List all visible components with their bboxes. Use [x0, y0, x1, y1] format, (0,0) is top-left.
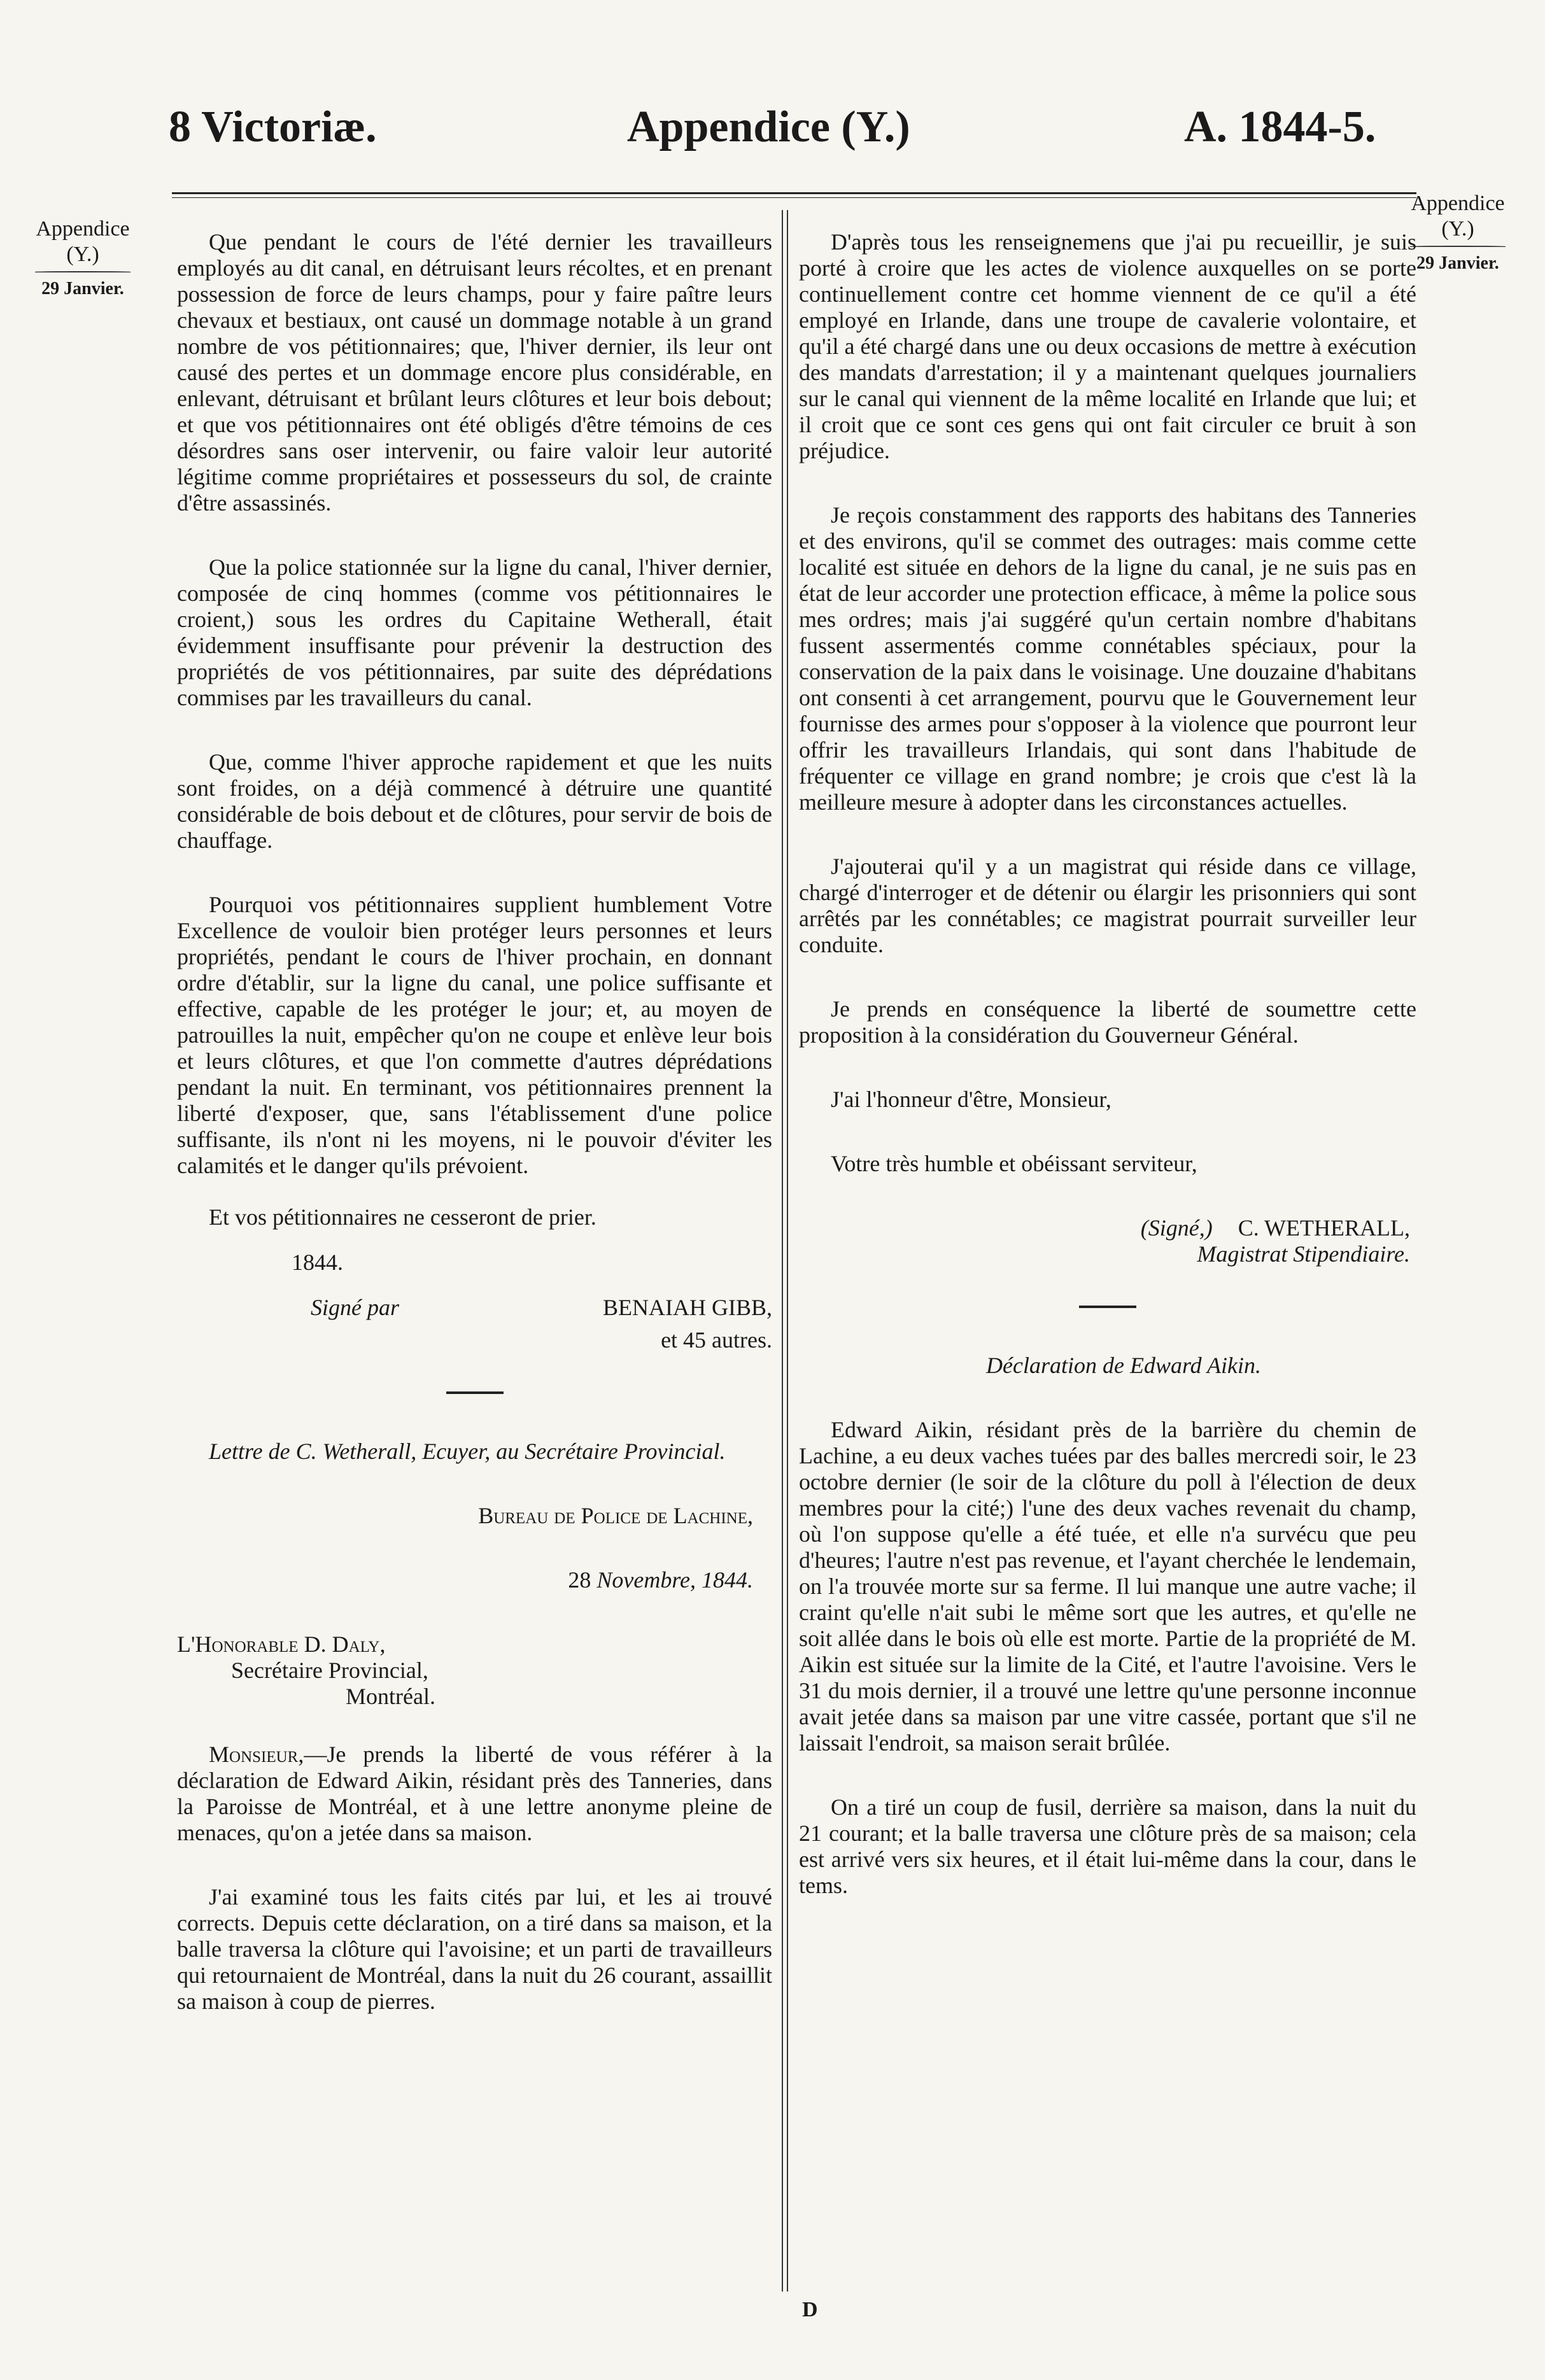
letter-date	[177, 1567, 772, 1593]
petition-prayer: Pourquoi vos pétitionnaires supplient humblement Votre Excellence de vouloir bien protéger leurs personnes et leurs propriétés, pendant le cours de l'hiver prochain, en donnant ordre d'établir, sur la ligne du canal, une police suffisante et effective, capable de les protéger le jour; et, au moyen de patrouilles la nuit, empêcher qu'on ne coupe et enlève leur bois et leurs clôtures, et que l'on commette d'autres déprédations pendant la nuit. En terminant, vos pétitionnaires prennent la liberté d'exposer, que, sans l'établissement d'une police suffisante, ils n'ont ni les moyens, ni le pouvoir d'éviter les calamités et le danger qu'ils prévoient.	[177, 892, 772, 1178]
letter-paragraph	[177, 1742, 772, 1846]
margin-note-label: Appendice	[1411, 192, 1505, 215]
addressee-title: Secrétaire Provincial,	[231, 1658, 428, 1683]
margin-note-date: 29 Janvier.	[1416, 253, 1499, 273]
margin-note-appendix: (Y.)	[66, 243, 99, 266]
petition-paragraph: Que la police stationnée sur la ligne du canal, l'hiver dernier, composée de cinq hommes (comme vos pétitionnaires le croient,) sous les ordres du Capitaine Wetherall, était évidemment insuffisante pour prévenir la destruction des propriétés de vos pétitionnaires, par suite des déprédations commises par les travailleurs du canal.	[177, 554, 772, 710]
signer-title: Magistrat Stipendiaire.	[1197, 1241, 1410, 1267]
letter-date-rest: Novembre, 1844.	[591, 1567, 753, 1593]
margin-note-left	[19, 216, 146, 302]
petition-paragraph: Que pendant le cours de l'été dernier les travailleurs employés au dit canal, en détruisant leurs récoltes, et en prenant possession de force de leurs champs, pour y faire paître leurs chevaux et bestiaux, ont causé un dommage notable à un grand nombre de vos pétitionnaires; que, l'hiver dernier, ils leur ont causé des pertes et un dommage encore plus considérable, en enlevant, détruisant et brûlant leurs clôtures et leur bois debout; et que vos pétitionnaires ont été obligés d'être témoins de ces désordres sans oser intervenir, ou faire valoir leur autorité légitime comme propriétaires et possesseurs du sol, de crainte d'être assassinés.	[177, 229, 772, 516]
section-separator	[446, 1391, 504, 1394]
margin-note-label: Appendice	[36, 217, 130, 241]
column-divider	[782, 210, 783, 2292]
column-divider-inner	[787, 210, 788, 2292]
section-separator	[1079, 1306, 1136, 1308]
petition-closing: Et vos pétitionnaires ne cesseront de prier.	[209, 1204, 596, 1230]
signer-name: C. WETHERALL,	[1238, 1215, 1410, 1241]
signer-name: BENAIAH GIBB,	[603, 1295, 772, 1320]
letter-signature	[799, 1215, 1416, 1241]
letter-title: Lettre de C. Wetherall, Ecuyer, au Secrétaire Provincial.	[209, 1439, 726, 1464]
signature-mark: D	[802, 2298, 818, 2321]
letter-address	[177, 1631, 772, 1710]
letter-date-day: 28	[568, 1567, 591, 1593]
right-column	[799, 229, 1416, 2298]
letter-paragraph: Je prends en conséquence la liberté de soumettre cette proposition à la considération du Gouverneur Général.	[799, 996, 1416, 1048]
margin-brace	[1410, 246, 1506, 247]
addressee-city: Montréal.	[346, 1684, 435, 1709]
petition-year: 1844.	[292, 1250, 343, 1275]
declaration-paragraph: On a tiré un coup de fusil, derrière sa maison, dans la nuit du 21 courant; et la balle traversa une clôture près de sa maison; cela est arrivé vers six heures, et il était lui-même dans la cour, dans le tems.	[799, 1794, 1416, 1898]
letter-closing: J'ai l'honneur d'être, Monsieur,	[831, 1087, 1111, 1112]
header-rule	[172, 192, 1416, 194]
signer-others: et 45 autres.	[661, 1327, 772, 1353]
margin-brace	[35, 271, 131, 272]
petition-signature	[311, 1295, 772, 1321]
declaration-paragraph: Edward Aikin, résidant près de la barrière du chemin de Lachine, a eu deux vaches tuées par des balles mercredi soir, le 23 octobre dernier (le soir de la clôture du poll à l'élection de deux membres pour la cité;) l'une des deux vaches revenait du champ, où l'on suppose qu'elle a été tuée, et elle n'a survécu que peu d'heures; l'autre n'est pas revenue, et l'ayant cherchée le lendemain, on l'a trouvée morte sur sa ferme. Il lui manque une autre vache; il craint qu'elle n'ait subi le même sort que les autres, et qu'elle ne soit allée dans le bois où elle est morte. Partie de la propriété de M. Aikin est située sur la limite de la Cité, et l'autre l'avoisine. Vers le 31 du mois dernier, il a trouvé une lettre qu'une personne inconnue avait jetée dans sa maison par une vitre cassée, portant que s'il ne laissait l'endroit, sa maison serait brûlée.	[799, 1417, 1416, 1756]
letter-paragraph: J'ai examiné tous les faits cités par lui, et les ai trouvé corrects. Depuis cette déclaration, on a tiré dans sa maison, et la balle traversa la clôture qui l'avoisine; et un parti de travailleurs qui retournaient de Montréal, dans la nuit du 26 courant, assaillit sa maison à coup de pierres.	[177, 1884, 772, 2014]
letter-text: —Je prends la liberté de vous référer à la déclaration de Edward Aikin, résidant près des Tanneries, dans la Paroisse de Montréal, et à une lettre anonyme pleine de menaces, qu'on a jetée dans sa maison.	[177, 1742, 772, 1845]
signed-label: Signé par	[311, 1295, 399, 1320]
addressee: L'Honorable D. Daly,	[177, 1631, 386, 1657]
header-year: A. 1844-5.	[1184, 102, 1376, 151]
header-appendix: Appendice (Y.)	[627, 102, 910, 151]
signed-label: (Signé,)	[1140, 1215, 1213, 1241]
letter-closing: Votre très humble et obéissant serviteur,	[831, 1151, 1197, 1176]
letter-office: Bureau de Police de Lachine,	[478, 1503, 753, 1528]
declaration-title: Déclaration de Edward Aikin.	[986, 1353, 1261, 1378]
header-session: 8 Victoriæ.	[169, 102, 377, 151]
letter-paragraph: Je reçois constamment des rapports des habitans des Tanneries et des environs, qu'il se commet des outrages: mais comme cette localité est située en dehors de la ligne du canal, je ne suis pas en état de leur accorder une protection efficace, à même la police sous mes ordres; mais j'ai suggéré qu'un certain nombre d'habitans fussent assermentés comme connétables spéciaux, pour la conservation de la paix dans le voisinage. Une douzaine d'habitans ont consenti à cet arrangement, pourvu que le Gouvernement leur fournisse des armes pour s'opposer à la violence que pourront leur offrir les travailleurs Irlandais, qui sont dans l'habitude de fréquenter ce village en grand nombre; je crois que c'est là la meilleure mesure à adopter dans les circonstances actuelles.	[799, 502, 1416, 815]
petition-paragraph: Que, comme l'hiver approche rapidement et que les nuits sont froides, on a déjà commencé à détruire une quantité considérable de bois debout et de clôtures, pour servir de bois de chauffage.	[177, 749, 772, 853]
salutation: Monsieur,	[209, 1742, 304, 1767]
left-column	[177, 229, 772, 2298]
margin-note-date: 29 Janvier.	[41, 279, 124, 299]
letter-paragraph: D'après tous les renseignemens que j'ai pu recueillir, je suis porté à croire que les actes de violence auxquelles on se porte continuellement contre cet homme viennent de ce qu'il a été employé en Irlande, dans une troupe de cavalerie volontaire, et qu'il a été chargé dans une ou deux occasions de mettre à exécution des mandats d'arrestation; il y a maintenant quelques journaliers sur le canal qui viennent de la même localité en Irlande que lui; et il croit que ce sont ces gens qui ont fait circuler ce bruit à son préjudice.	[799, 229, 1416, 463]
margin-note-appendix: (Y.)	[1441, 217, 1474, 241]
letter-paragraph: J'ajouterai qu'il y a un magistrat qui réside dans ce village, chargé d'interroger et de détenir ou élargir les prisonniers qui sont arrêtés par les connétables; ce magistrat pourrait surveiller leur conduite.	[799, 854, 1416, 957]
header-rule-thin	[172, 197, 1416, 198]
